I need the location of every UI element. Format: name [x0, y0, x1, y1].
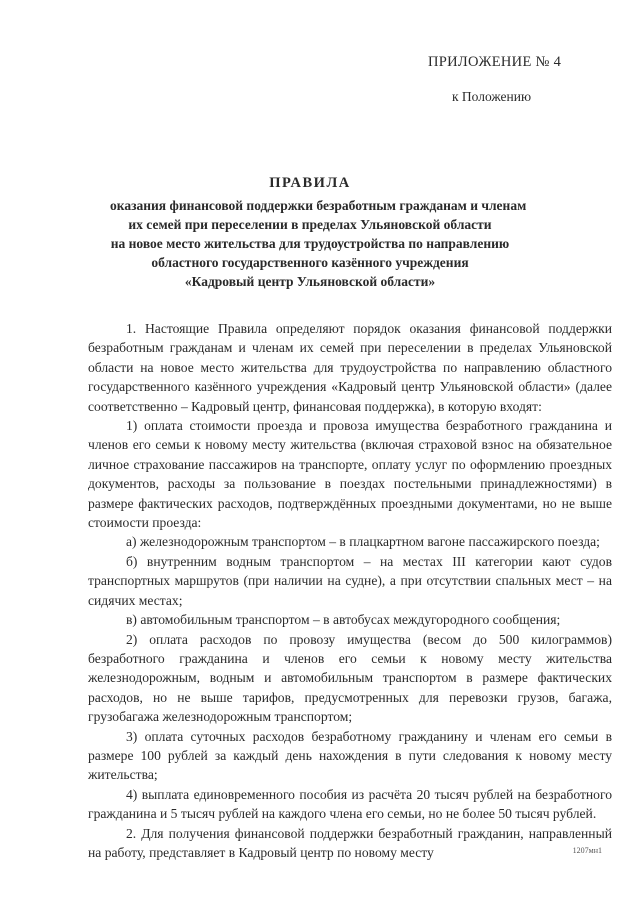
- title-line: областного государственного казённого учреждения: [151, 255, 469, 270]
- paragraph: б) внутренним водным транспортом – на местах III категории кают судов транспортных маршрутов (при наличии на судне), а при отсутствии спальных мест – на сидячих местах;: [88, 553, 612, 608]
- title-line: на новое место жительства для трудоустройства по направлению: [110, 236, 510, 251]
- paragraph: 2. Для получения финансовой поддержки безработный гражданин, направленный на работу, представляет в Кадровый центр по новому месту: [88, 825, 612, 860]
- title-line: оказания финансовой поддержки безработным гражданам и членам: [110, 198, 527, 213]
- paragraph: в) автомобильным транспортом – в автобусах междугородного сообщения;: [126, 612, 561, 628]
- title-line: «Кадровый центр Ульяновской области»: [184, 274, 436, 289]
- paragraph: 4) выплата единовременного пособия из расчёта 20 тысяч рублей на безработного гражданина и 5 тысяч рублей на каждого члена его семьи, но не более 50 тысяч рублей.: [88, 786, 612, 822]
- title-line: их семей при переселении в пределах Ульяновской области: [128, 217, 492, 232]
- paragraph: 1. Настоящие Правила определяют порядок оказания финансовой поддержки безработным гражданам и членам их семей при переселении в пределах Ульяновской области на новое место жительства для трудоустройства по направлению областного государственного казённого учреждения «Кадровый центр Ульяновской области» (далее соответственно – Кадровый центр, финансовая поддержка), в которую входят:: [88, 321, 612, 414]
- to-regulation-label: к Положению: [452, 89, 532, 104]
- paragraph: 2) оплата расходов по провозу имущества (весом до 500 килограммов) безработного гражданина и членов его семьи к новому месту жительства железнодорожным, водным и автомобильным транспортом в размере фактических расходов, но не выше тарифов, предусмотренных для перевозки грузов, багажа, грузобагажа железнодорожным транспортом;: [88, 631, 612, 725]
- appendix-number: ПРИЛОЖЕНИЕ № 4: [428, 54, 562, 70]
- paragraph: 3) оплата суточных расходов безработному гражданину и членам его семьи в размере 100 рублей за каждый день нахождения в пути следования к новому месту жительства;: [88, 728, 612, 783]
- document-title: [110, 175, 527, 291]
- document-body: [88, 319, 612, 862]
- footer-code: 1207мн1: [572, 846, 602, 855]
- paragraph: 1) оплата стоимости проезда и провоза имущества безработного гражданина и членов его семьи к новому месту жительства (включая страховой взнос на обязательное личное страхование пассажиров на транспорте, оплату услуг по оформлению проездных документов, расходы за пользование в поездах постельными принадлежностями) в размере фактических расходов, подтверждённых проездными документами, но не выше стоимости проезда:: [88, 418, 612, 531]
- title-word: ПРАВИЛА: [269, 175, 351, 191]
- paragraph: а) железнодорожным транспортом – в плацкартном вагоне пассажирского поезда;: [126, 534, 600, 550]
